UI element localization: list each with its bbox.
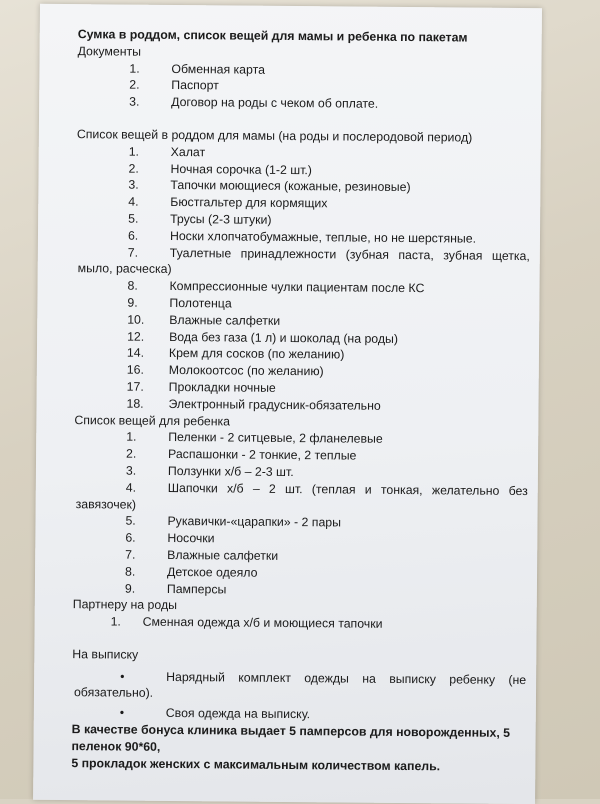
item-text: Памперсы [166, 581, 227, 596]
paper-sheet [33, 4, 542, 804]
item-text-continuation: завязочек) [75, 496, 137, 512]
item-number: 4. [128, 194, 139, 209]
item-number: 7. [127, 245, 139, 260]
item-text: Сменная одежда х/б и моющиеся тапочки [142, 614, 383, 631]
item-number: 2. [129, 77, 140, 93]
document-title: Сумка в роддом, список вещей для мамы и ребенка по пакетам [77, 27, 468, 45]
item-number: 18. [126, 396, 144, 411]
item-text: Прокладки ночные [168, 379, 276, 395]
item-text: Шапочки х/б – 2 шт. (теплая и тонкая, желательно без [167, 480, 528, 498]
item-text: Халат [170, 144, 206, 160]
item-text: Влажные салфетки [169, 312, 281, 328]
item-number: 4. [125, 480, 137, 495]
item-number: 6. [127, 228, 139, 243]
item-number: 5. [125, 513, 136, 528]
item-text: Договор на роды с чеком об оплате. [171, 95, 379, 111]
item-text: Ночная сорочка (1-2 шт.) [170, 161, 312, 177]
item-text: Своя одежда на выписку. [165, 706, 311, 722]
mom-heading: Список вещей в роддом для мамы (на роды и послеродовой период) [76, 127, 473, 145]
item-text: Трусы (2-3 штуки) [170, 211, 272, 227]
item-text-continuation: мыло, расческа) [77, 261, 172, 277]
bonus-note-line-2: пеленок 90*60, [71, 738, 161, 754]
item-text: Носки хлопчатобумажные, теплые, но не шерстяные. [169, 228, 477, 246]
item-number: 16. [126, 362, 144, 377]
item-number: 2. [128, 161, 139, 176]
item-number: 3. [128, 177, 139, 193]
item-number: 12. [127, 329, 145, 344]
item-text: Ползунки х/б – 2-3 шт. [167, 463, 294, 479]
item-text: Крем для сосков (по желанию) [168, 346, 345, 362]
item-number: 7. [125, 547, 136, 562]
item-number: 1. [128, 144, 140, 159]
item-number: 10. [127, 312, 145, 327]
item-number: 9. [127, 295, 138, 310]
bullet: • [120, 669, 125, 684]
discharge-heading: На выписку [72, 647, 139, 662]
item-text: Рукавички-«царапки» - 2 пары [167, 514, 342, 530]
item-text: Детское одеяло [166, 564, 258, 580]
bullet: • [119, 705, 125, 720]
item-number: 5. [128, 211, 139, 226]
item-text: Туалетные принадлежности (зубная паста, зубная щетка, [169, 245, 530, 263]
item-text: Электронный градусник-обязательно [168, 396, 381, 413]
item-number: 1. [129, 61, 140, 76]
item-number: 3. [125, 463, 137, 478]
item-number: 8. [124, 564, 136, 579]
documents-heading: Документы [77, 43, 142, 59]
partner-heading: Партнеру на роды [72, 597, 178, 613]
item-number: 14. [126, 345, 145, 361]
bonus-note-line-1: В качестве бонуса клиника выдает 5 памперсов для новорожденных, 5 [71, 722, 511, 741]
item-text: Распашонки - 2 тонкие, 2 теплые [168, 447, 357, 463]
item-number: 9. [124, 581, 136, 596]
baby-heading: Список вещей для ребенка [74, 412, 231, 429]
item-number: 1. [110, 614, 121, 629]
item-number: 3. [129, 94, 140, 109]
item-text: Молокоотсос (по желанию) [168, 363, 324, 379]
item-number: 17. [126, 379, 144, 394]
item-text-continuation: обязательно). [73, 685, 154, 701]
item-number: 1. [126, 429, 137, 444]
item-text: Носочки [167, 531, 215, 546]
item-text: Паспорт [171, 78, 219, 93]
item-text: Бюстгальтер для кормящих [170, 195, 328, 211]
item-text: Полотенца [169, 295, 232, 311]
item-text: Нарядный комплект одежды на выписку ребенку (не [166, 669, 527, 687]
item-text: Обменная карта [171, 61, 266, 77]
item-text: Вода без газа (1 л) и шоколад (на роды) [169, 329, 399, 346]
item-number: 2. [126, 446, 137, 461]
bonus-note-line-3: 5 прокладок женских с максимальным количеством капель. [71, 755, 441, 774]
item-text: Влажные салфетки [167, 547, 279, 563]
item-text: Компрессионные чулки пациентам после КС [169, 279, 425, 296]
item-number: 8. [127, 278, 138, 293]
item-text: Пеленки - 2 ситцевые, 2 фланелевые [168, 430, 383, 447]
item-text: Тапочки моющиеся (кожаные, резиновые) [170, 178, 411, 195]
item-number: 6. [125, 530, 136, 545]
